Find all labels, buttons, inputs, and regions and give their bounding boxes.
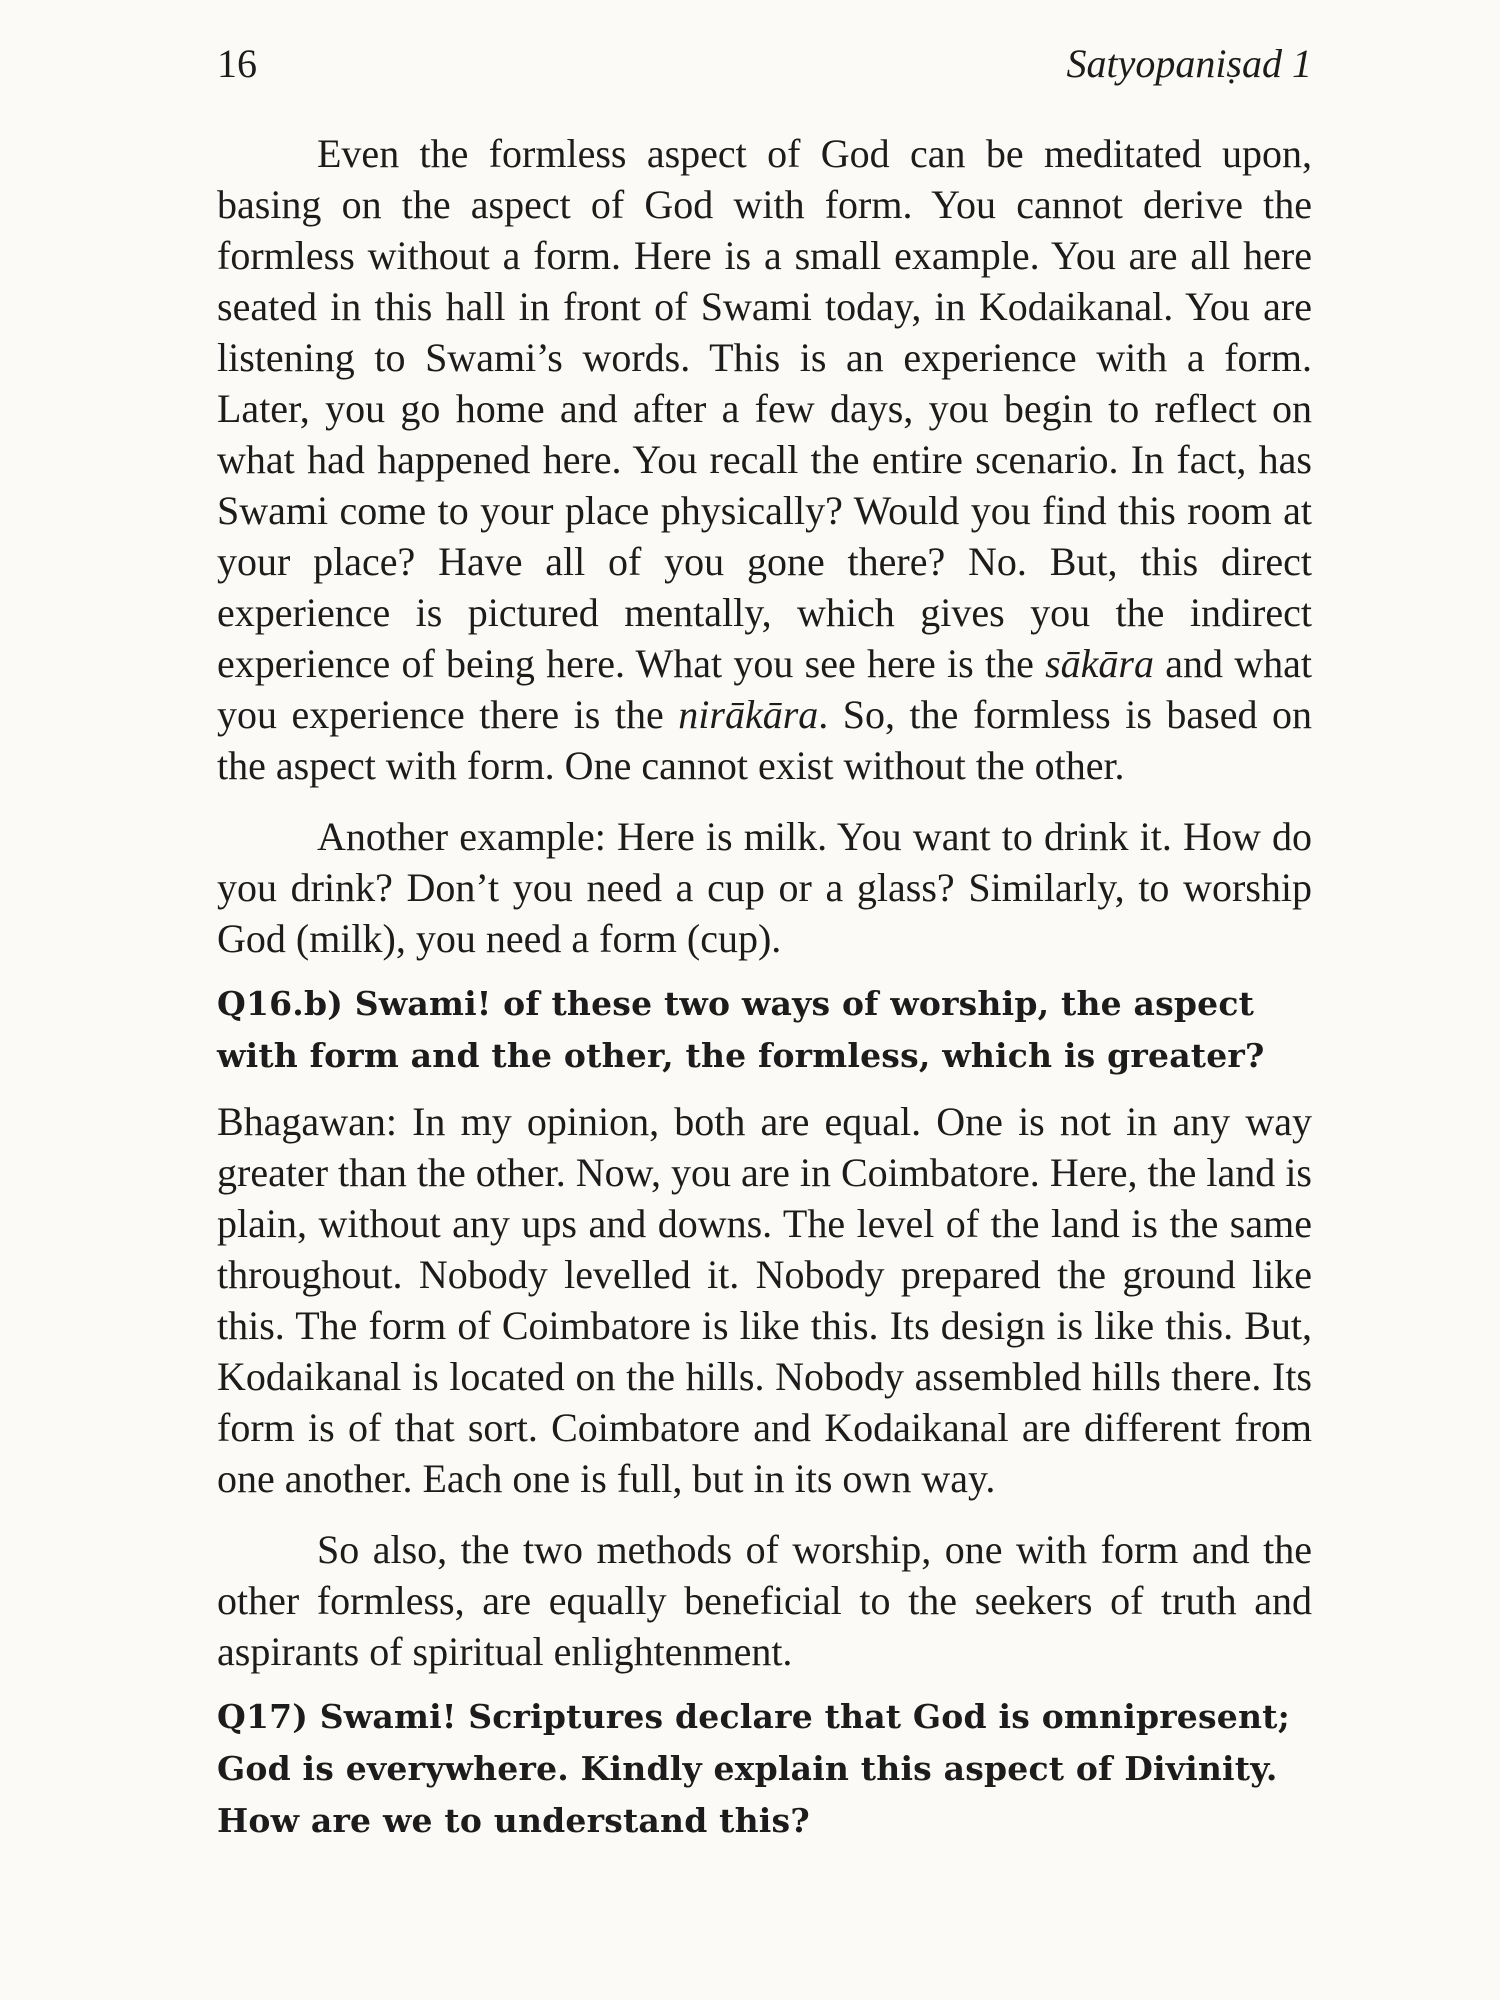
- page-number: 16: [217, 41, 257, 86]
- paragraph-formless-meditation: [217, 128, 1312, 791]
- answer-q16b: Bhagawan: In my opinion, both are equal. One is not in any way greater than the other. Now, you are in Coimbatore. Here, the land is plain, without any ups and downs. The level of the land is the same throughout. Nobody levelled it. Nobody prepared the ground like this. The form of Coimbatore is like this. Its design is like this. But, Kodaikanal is located on the hills. Nobody assembled hills there. Its form is of that sort. Coimbatore and Kodaikanal are different from one another. Each one is full, but in its own way.: [217, 1099, 1312, 1501]
- term-sakara: sākāra: [1045, 641, 1154, 686]
- book-title: Satyopaniṣad 1: [1066, 41, 1312, 86]
- paragraph-text: Even the formless aspect of God can be meditated upon, basing on the aspect of God with form. You cannot derive the formless without a form. Here is a small example. You are all here seated in this hall in front of Swami today, in Kodaikanal. You are listening to Swami’s words. This is an experience with a form. Later, you go home and after a few days, you begin to reflect on what had happened here. You recall the entire scenario. In fact, has Swami come to your place physically? Would you find this room at your place? Have all of you gone there? No. But, this direct experience is pictured mentally, which gives you the indirect experience of being here. What you see here is the: [217, 131, 1312, 686]
- question-q17: Q17) Swami! Scriptures declare that God is omnipresent; God is everywhere. Kindly explain this aspect of Divinity. How are we to understand this?: [217, 1697, 1290, 1840]
- paragraph-milk-example: Another example: Here is milk. You want to drink it. How do you drink? Don’t you need a cup or a glass? Similarly, to worship God (milk), you need a form (cup).: [217, 814, 1312, 961]
- body-text: [217, 128, 1312, 1847]
- term-nirakara: nirākāra: [678, 692, 819, 737]
- question-q16b: Q16.b) Swami! of these two ways of worship, the aspect with form and the other, the formless, which is greater?: [217, 984, 1265, 1075]
- running-head: [217, 40, 1312, 100]
- paragraph-text: and what you experience there is the: [217, 641, 1312, 737]
- paragraph-text: . So, the formless is based on the aspect with form. One cannot exist without the other.: [217, 692, 1312, 788]
- paragraph-two-methods: So also, the two methods of worship, one with form and the other formless, are equally beneficial to the seekers of truth and aspirants of spiritual enlightenment.: [217, 1527, 1312, 1674]
